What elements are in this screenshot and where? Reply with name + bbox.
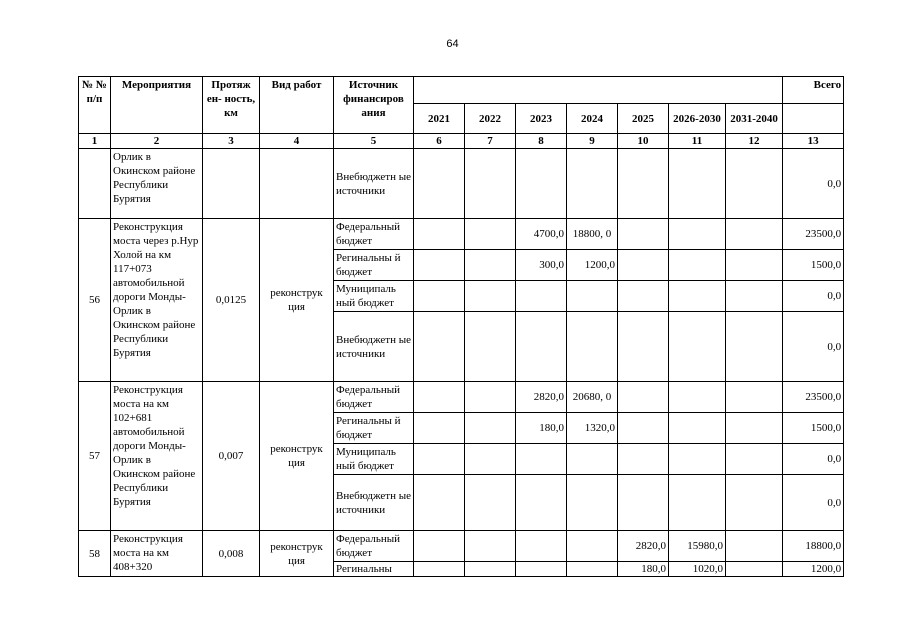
value-cell: 2820,0	[516, 382, 567, 413]
value-cell: 18800, 0	[567, 219, 618, 250]
header-year: 2026-2030	[669, 104, 726, 134]
header-length: Протяж ен- ность, км	[203, 77, 260, 134]
header-year: 2024	[567, 104, 618, 134]
activity-cell: Орлик в Окинском районе Республики Бурятия	[111, 149, 203, 219]
header-year: 2025	[618, 104, 669, 134]
total-cell: 0,0	[783, 475, 844, 531]
header-year: 2031-2040	[726, 104, 783, 134]
column-number: 11	[669, 134, 726, 149]
source-cell: Регинальны	[334, 562, 414, 577]
value-cell: 1020,0	[669, 562, 726, 577]
project-number: 57	[79, 382, 111, 531]
column-number: 6	[414, 134, 465, 149]
column-number: 1	[79, 134, 111, 149]
total-cell: 18800,0	[783, 531, 844, 562]
header-total: Всего	[783, 77, 844, 104]
column-number: 9	[567, 134, 618, 149]
header-work-type: Вид работ	[260, 77, 334, 134]
project-number: 56	[79, 219, 111, 382]
project-number: 58	[79, 531, 111, 577]
column-number: 2	[111, 134, 203, 149]
source-cell: Муниципаль ный бюджет	[334, 281, 414, 312]
activity-cell: Реконструкция моста на км 102+681 автомобильной дороги Монды-Орлик в Окинском районе Республики Бурятия	[111, 382, 203, 531]
source-cell: Федеральный бюджет	[334, 382, 414, 413]
total-cell: 1500,0	[783, 413, 844, 444]
length-cell: 0,008	[203, 531, 260, 577]
length-cell: 0,007	[203, 382, 260, 531]
header-source: Источник финансиров ания	[334, 77, 414, 134]
value-cell: 15980,0	[669, 531, 726, 562]
header-row	[79, 77, 844, 104]
header-total-spacer	[783, 104, 844, 134]
column-number: 8	[516, 134, 567, 149]
header-year: 2023	[516, 104, 567, 134]
value-cell: 4700,0	[516, 219, 567, 250]
work-type-cell: реконструк ция	[260, 531, 334, 577]
table-row	[79, 382, 844, 413]
total-cell: 0,0	[783, 281, 844, 312]
header-years-group	[414, 77, 783, 104]
header-activity: Мероприятия	[111, 77, 203, 134]
value-cell: 20680, 0	[567, 382, 618, 413]
value-cell: 180,0	[618, 562, 669, 577]
table-row	[79, 219, 844, 250]
total-cell: 23500,0	[783, 219, 844, 250]
column-number: 13	[783, 134, 844, 149]
column-number-row	[79, 134, 844, 149]
work-type-cell: реконструк ция	[260, 382, 334, 531]
column-number: 3	[203, 134, 260, 149]
column-number: 12	[726, 134, 783, 149]
total-cell: 1200,0	[783, 562, 844, 577]
table-row	[79, 149, 844, 219]
total-cell: 0,0	[783, 149, 844, 219]
value-cell: 180,0	[516, 413, 567, 444]
value-cell: 2820,0	[618, 531, 669, 562]
value-cell: 1200,0	[567, 250, 618, 281]
work-type-cell: реконструк ция	[260, 219, 334, 382]
source-cell: Муниципаль ный бюджет	[334, 444, 414, 475]
activity-cell: Реконструкция моста на км 408+320	[111, 531, 203, 577]
source-cell: Внебюджетн ые источники	[334, 475, 414, 531]
source-cell: Федеральный бюджет	[334, 219, 414, 250]
total-cell: 0,0	[783, 444, 844, 475]
source-cell: Регинальны й бюджет	[334, 413, 414, 444]
table-row	[79, 531, 844, 562]
value-cell: 1320,0	[567, 413, 618, 444]
page-number: 64	[446, 38, 459, 50]
source-cell: Внебюджетн ые источники	[334, 312, 414, 382]
header-year: 2022	[465, 104, 516, 134]
column-number: 7	[465, 134, 516, 149]
column-number: 10	[618, 134, 669, 149]
financing-table	[78, 76, 844, 577]
source-cell: Федеральный бюджет	[334, 531, 414, 562]
total-cell: 23500,0	[783, 382, 844, 413]
column-number: 4	[260, 134, 334, 149]
value-cell: 300,0	[516, 250, 567, 281]
header-year: 2021	[414, 104, 465, 134]
activity-cell: Реконструкция моста через р.Нур Холой на км 117+073 автомобильной дороги Монды-Орлик в Окинском районе Республики Бурятия	[111, 219, 203, 382]
source-cell: Регинальны й бюджет	[334, 250, 414, 281]
header-num: № № п/п	[79, 77, 111, 134]
source-cell: Внебюджетн ые источники	[334, 149, 414, 219]
length-cell: 0,0125	[203, 219, 260, 382]
total-cell: 0,0	[783, 312, 844, 382]
column-number: 5	[334, 134, 414, 149]
total-cell: 1500,0	[783, 250, 844, 281]
